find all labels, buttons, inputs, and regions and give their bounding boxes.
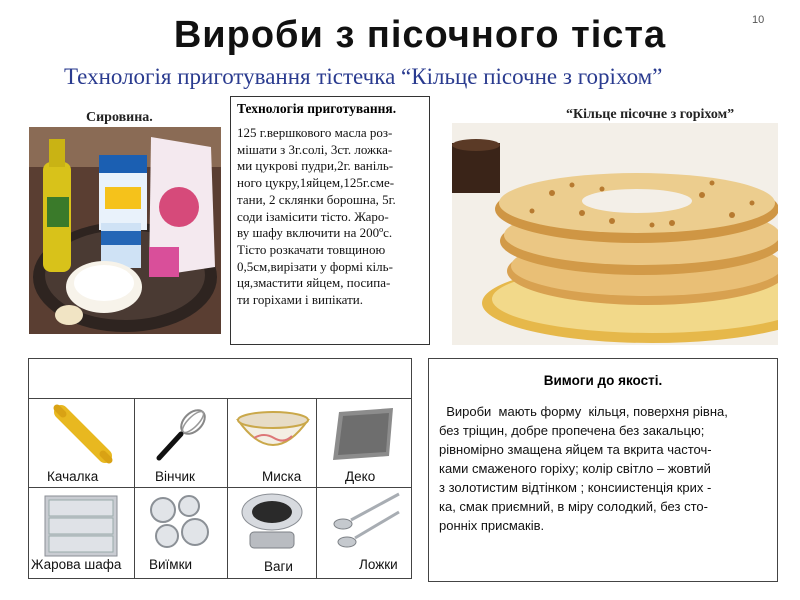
technology-line: ного цукру,1яйцем,125г.сме- xyxy=(237,175,395,191)
quality-line: ка, смак приємний, в міру солодкий, без сто- xyxy=(439,499,708,514)
quality-title: Вимоги до якості. xyxy=(543,373,663,388)
technology-line: 0,5см,вирізати у формі кіль- xyxy=(237,258,393,274)
tools-table-header xyxy=(29,359,411,399)
technology-line: ми цукрові пудри,2г. ваніль- xyxy=(237,158,394,174)
page-subtitle: Технологія приготування тістечка “Кільце пісочне з горіхом” xyxy=(64,64,663,89)
quality-line: Вироби мають форму кільця, поверхня рівна, xyxy=(439,404,728,419)
quality-box xyxy=(428,358,778,582)
technology-text xyxy=(237,125,423,309)
technology-line: соди ізамісити тісто. Жаро- xyxy=(237,208,389,224)
tool-label: Деко xyxy=(345,469,376,484)
technology-box xyxy=(230,96,430,345)
quality-line: рівномірно змащена яйцем та вкрита часточ- xyxy=(439,442,712,457)
technology-title: Технологія приготування. xyxy=(237,101,397,116)
ingredients-photo xyxy=(29,127,221,334)
quality-line: ками смаженого горіху; колір світло – жовтий xyxy=(439,461,711,476)
tool-cell-spoons xyxy=(317,488,411,578)
quality-line: ронніх присмаків. xyxy=(439,518,545,533)
page-title: Вироби з пісочного тіста xyxy=(173,14,667,56)
tool-cell-cutters xyxy=(135,488,228,578)
cookie-cutters-icon xyxy=(145,492,219,556)
technology-line: ти горіхами і випікати. xyxy=(237,292,364,308)
tool-cell-bowl xyxy=(228,398,317,488)
technology-line: тани, 2 склянки борошна, 5г. xyxy=(237,191,396,207)
tool-label: Качалка xyxy=(47,469,99,484)
page-number: 10 xyxy=(752,14,765,26)
product-photo xyxy=(452,123,778,345)
oven-icon xyxy=(43,494,119,558)
bowl-icon xyxy=(234,406,312,458)
quality-line: з золотистим відтінком ; консиистенція крих - xyxy=(439,480,712,495)
technology-line: ву шафу включити на 200ºс. xyxy=(237,225,393,241)
tool-label: Вінчик xyxy=(155,469,195,484)
tool-cell-rolling-pin xyxy=(29,398,135,488)
product-label: “Кільце пісочне з горіхом” xyxy=(566,107,735,122)
baking-tray-icon xyxy=(329,406,399,462)
tool-cell-scale xyxy=(228,488,317,578)
tool-label: Миска xyxy=(262,469,302,484)
quality-line: без тріщин, добре пропечена без закальцю; xyxy=(439,423,705,438)
tool-cell-oven xyxy=(29,488,135,578)
rolling-pin-icon xyxy=(51,404,115,464)
technology-line: мішати з 3г.солі, 3ст. ложка- xyxy=(237,141,393,157)
tool-label: Ложки xyxy=(359,557,398,572)
whisk-icon xyxy=(151,404,211,466)
scale-icon xyxy=(236,490,308,554)
spoons-icon xyxy=(329,490,403,550)
tool-label: Виїмки xyxy=(149,557,193,572)
ingredients-label: Сировина. xyxy=(86,110,153,125)
tool-label: Жарова шафа xyxy=(31,557,122,572)
technology-line: ця,змастити яйцем, посипа- xyxy=(237,275,391,291)
tool-label: Ваги xyxy=(264,559,293,574)
technology-line: Тісто розкачати товщиною xyxy=(237,241,386,257)
technology-line: 125 г.вершкового масла роз- xyxy=(237,125,393,140)
tools-table xyxy=(28,358,412,579)
tool-cell-whisk xyxy=(135,398,228,488)
tool-cell-tray xyxy=(317,398,411,488)
quality-text xyxy=(439,402,767,535)
